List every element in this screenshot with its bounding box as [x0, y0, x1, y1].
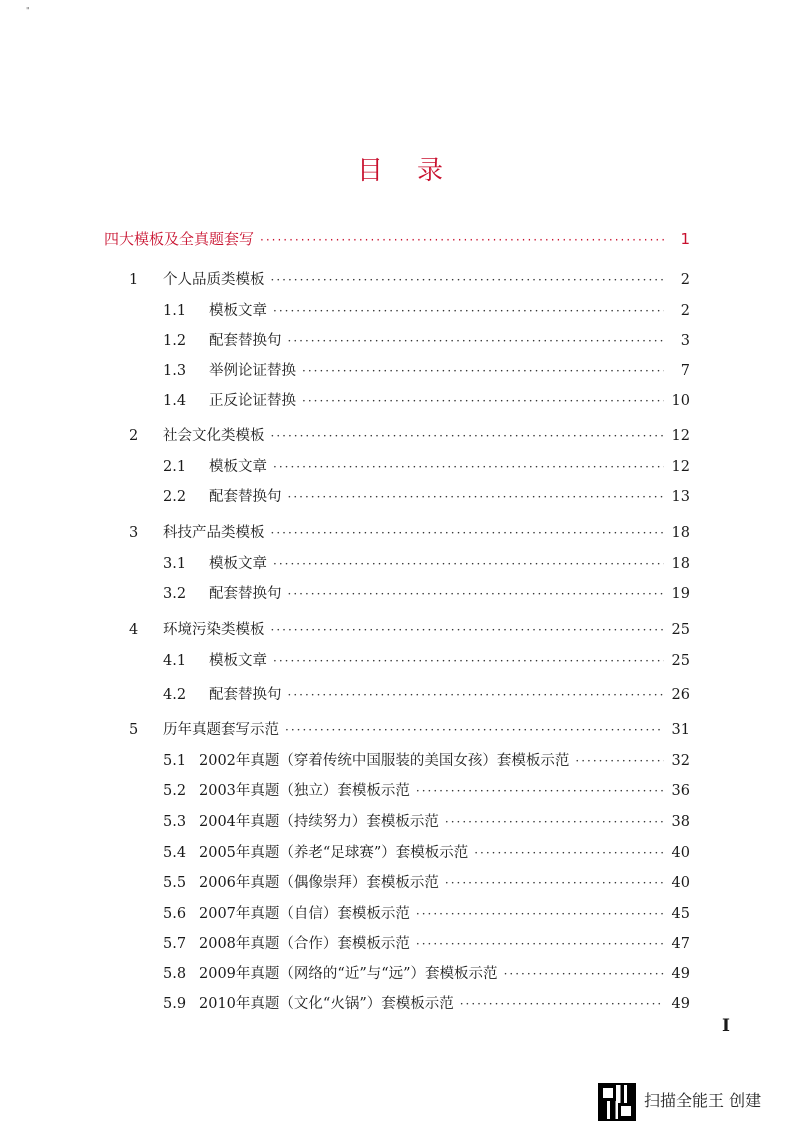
- leader-dots: [260, 230, 664, 250]
- toc-entry-title: 模板文章: [209, 653, 267, 669]
- toc-entry-number: 1.2: [163, 333, 187, 349]
- toc-entry-title: 2010年真题（文化“火锅”）套模板示范: [199, 996, 454, 1012]
- toc-entry-title: 历年真题套写示范: [163, 722, 279, 738]
- toc-entry-page: 26: [671, 687, 690, 703]
- toc-entry-number: 2.2: [163, 489, 187, 505]
- toc-entry-page: 12: [671, 428, 690, 444]
- leader-dots: [416, 781, 664, 801]
- toc-entry-page: 40: [671, 845, 690, 861]
- leader-dots: [504, 964, 664, 984]
- leader-dots: [416, 934, 664, 954]
- toc-entry-title: 正反论证替换: [209, 393, 296, 409]
- toc-subentry[interactable]: [163, 361, 690, 381]
- leader-dots: [271, 523, 665, 543]
- toc-top-title: 四大模板及全真题套写: [104, 230, 255, 248]
- toc-entry-page: 49: [671, 996, 690, 1012]
- toc-entry-number: 2: [129, 428, 139, 444]
- toc-entry-number: 5.7: [163, 936, 187, 952]
- toc-subentry[interactable]: [163, 751, 690, 771]
- toc-entry[interactable]: [127, 620, 690, 640]
- toc-entry-title: 科技产品类模板: [163, 525, 265, 541]
- toc-entry-title: 模板文章: [209, 556, 267, 572]
- toc-entry-page: 36: [671, 783, 690, 799]
- toc-subentry[interactable]: [163, 964, 690, 984]
- toc-entry-page: 45: [671, 906, 690, 922]
- leader-dots: [288, 487, 665, 507]
- toc-entry-title: 模板文章: [209, 303, 267, 319]
- toc-subentry[interactable]: [163, 554, 690, 574]
- toc-subentry[interactable]: [163, 685, 690, 705]
- toc-entry-number: 3: [129, 525, 139, 541]
- toc-entry-page: 40: [671, 875, 690, 891]
- leader-dots: [273, 651, 664, 671]
- toc-top-page: 1: [680, 230, 690, 248]
- corner-mark: ": [26, 6, 30, 15]
- page-number: I: [722, 1016, 730, 1036]
- leader-dots: [288, 331, 665, 351]
- toc-entry-title: 配套替换句: [209, 687, 282, 703]
- leader-dots: [302, 361, 664, 381]
- toc-entry-number: 1.4: [163, 393, 187, 409]
- leader-dots: [285, 720, 664, 740]
- leader-dots: [271, 426, 665, 446]
- toc-subentry[interactable]: [163, 904, 690, 924]
- toc-subentry[interactable]: [163, 651, 690, 671]
- toc-entry-number: 5: [129, 722, 139, 738]
- toc-subentry[interactable]: [163, 873, 690, 893]
- toc-entry-title: 配套替换句: [209, 586, 282, 602]
- toc-entry-number: 5.1: [163, 753, 187, 769]
- leader-dots: [445, 873, 664, 893]
- qr-code-icon: [600, 1085, 634, 1119]
- toc-entry-page: 2: [680, 303, 690, 319]
- toc-entry-page: 32: [671, 753, 690, 769]
- toc-subentry[interactable]: [163, 934, 690, 954]
- toc-entry-number: 5.5: [163, 875, 187, 891]
- toc-subentry[interactable]: [163, 843, 690, 863]
- toc-entry-title: 配套替换句: [209, 333, 282, 349]
- leader-dots: [302, 391, 664, 411]
- toc-entry-page: 10: [671, 393, 690, 409]
- toc-entry-number: 3.2: [163, 586, 187, 602]
- toc-entry[interactable]: [127, 523, 690, 543]
- toc-subentry[interactable]: [163, 457, 690, 477]
- toc-entry-number: 5.8: [163, 966, 187, 982]
- toc-entry-title: 2007年真题（自信）套模板示范: [199, 906, 410, 922]
- scanner-watermark: 扫描全能王 创建: [644, 1091, 762, 1110]
- leader-dots: [460, 994, 664, 1014]
- leader-dots: [273, 301, 664, 321]
- toc-top-entry[interactable]: [104, 229, 690, 250]
- toc-entry-number: 4.1: [163, 653, 187, 669]
- toc-subentry[interactable]: [163, 391, 690, 411]
- toc-entry-number: 5.2: [163, 783, 187, 799]
- toc-subentry[interactable]: [163, 781, 690, 801]
- toc-entry-number: 4.2: [163, 687, 187, 703]
- toc-entry-title: 环境污染类模板: [163, 622, 265, 638]
- toc-entry[interactable]: [127, 426, 690, 446]
- toc-entry-page: 38: [671, 814, 690, 830]
- toc-entry-number: 5.9: [163, 996, 187, 1012]
- toc-entry-page: 18: [671, 525, 690, 541]
- toc-entry-number: 5.4: [163, 845, 187, 861]
- toc-entry-page: 49: [671, 966, 690, 982]
- toc-entry-title: 举例论证替换: [209, 363, 296, 379]
- toc-entry-page: 47: [671, 936, 690, 952]
- toc-entry-page: 2: [680, 272, 690, 288]
- toc-entry-page: 25: [671, 653, 690, 669]
- toc-entry-title: 模板文章: [209, 459, 267, 475]
- toc-subentry[interactable]: [163, 584, 690, 604]
- toc-entry-page: 7: [680, 363, 690, 379]
- toc-entry-title: 配套替换句: [209, 489, 282, 505]
- leader-dots: [445, 812, 664, 832]
- page-title: 目录: [356, 156, 477, 186]
- toc-entry-page: 12: [671, 459, 690, 475]
- leader-dots: [271, 620, 665, 640]
- toc-entry-page: 19: [671, 586, 690, 602]
- leader-dots: [288, 584, 665, 604]
- toc-entry-title: 2009年真题（网络的“近”与“远”）套模板示范: [199, 966, 498, 982]
- leader-dots: [273, 554, 664, 574]
- toc-entry-number: 4: [129, 622, 139, 638]
- toc-entry-title: 2003年真题（独立）套模板示范: [199, 783, 410, 799]
- toc-entry-title: 社会文化类模板: [163, 428, 265, 444]
- toc-entry-title: 2005年真题（养老“足球赛”）套模板示范: [199, 845, 469, 861]
- toc-subentry[interactable]: [163, 487, 690, 507]
- toc-subentry[interactable]: [163, 812, 690, 832]
- toc-entry-page: 31: [671, 722, 690, 738]
- toc-entry-title: 2008年真题（合作）套模板示范: [199, 936, 410, 952]
- toc-subentry[interactable]: [163, 301, 690, 321]
- toc-entry-number: 3.1: [163, 556, 187, 572]
- toc-entry-number: 1: [129, 272, 139, 288]
- toc-entry-title: 2004年真题（持续努力）套模板示范: [199, 814, 439, 830]
- toc-entry-title: 个人品质类模板: [163, 272, 265, 288]
- toc-entry-page: 25: [671, 622, 690, 638]
- toc-entry-number: 1.1: [163, 303, 187, 319]
- toc-entry-page: 3: [680, 333, 690, 349]
- toc-subentry[interactable]: [163, 994, 690, 1014]
- toc-entry-number: 2.1: [163, 459, 187, 475]
- toc-entry-number: 1.3: [163, 363, 187, 379]
- leader-dots: [273, 457, 664, 477]
- leader-dots: [474, 843, 664, 863]
- toc-entry-title: 2002年真题（穿着传统中国服装的美国女孩）套模板示范: [199, 753, 570, 769]
- toc-entry-number: 5.6: [163, 906, 187, 922]
- leader-dots: [288, 685, 665, 705]
- toc-subentry[interactable]: [163, 331, 690, 351]
- toc-entry[interactable]: [127, 270, 690, 290]
- toc-entry-page: 18: [671, 556, 690, 572]
- leader-dots: [416, 904, 664, 924]
- toc-entry[interactable]: [127, 720, 690, 740]
- toc-entry-title: 2006年真题（偶像崇拜）套模板示范: [199, 875, 439, 891]
- toc-entry-page: 13: [671, 489, 690, 505]
- leader-dots: [271, 270, 665, 290]
- toc-entry-number: 5.3: [163, 814, 187, 830]
- leader-dots: [575, 751, 664, 771]
